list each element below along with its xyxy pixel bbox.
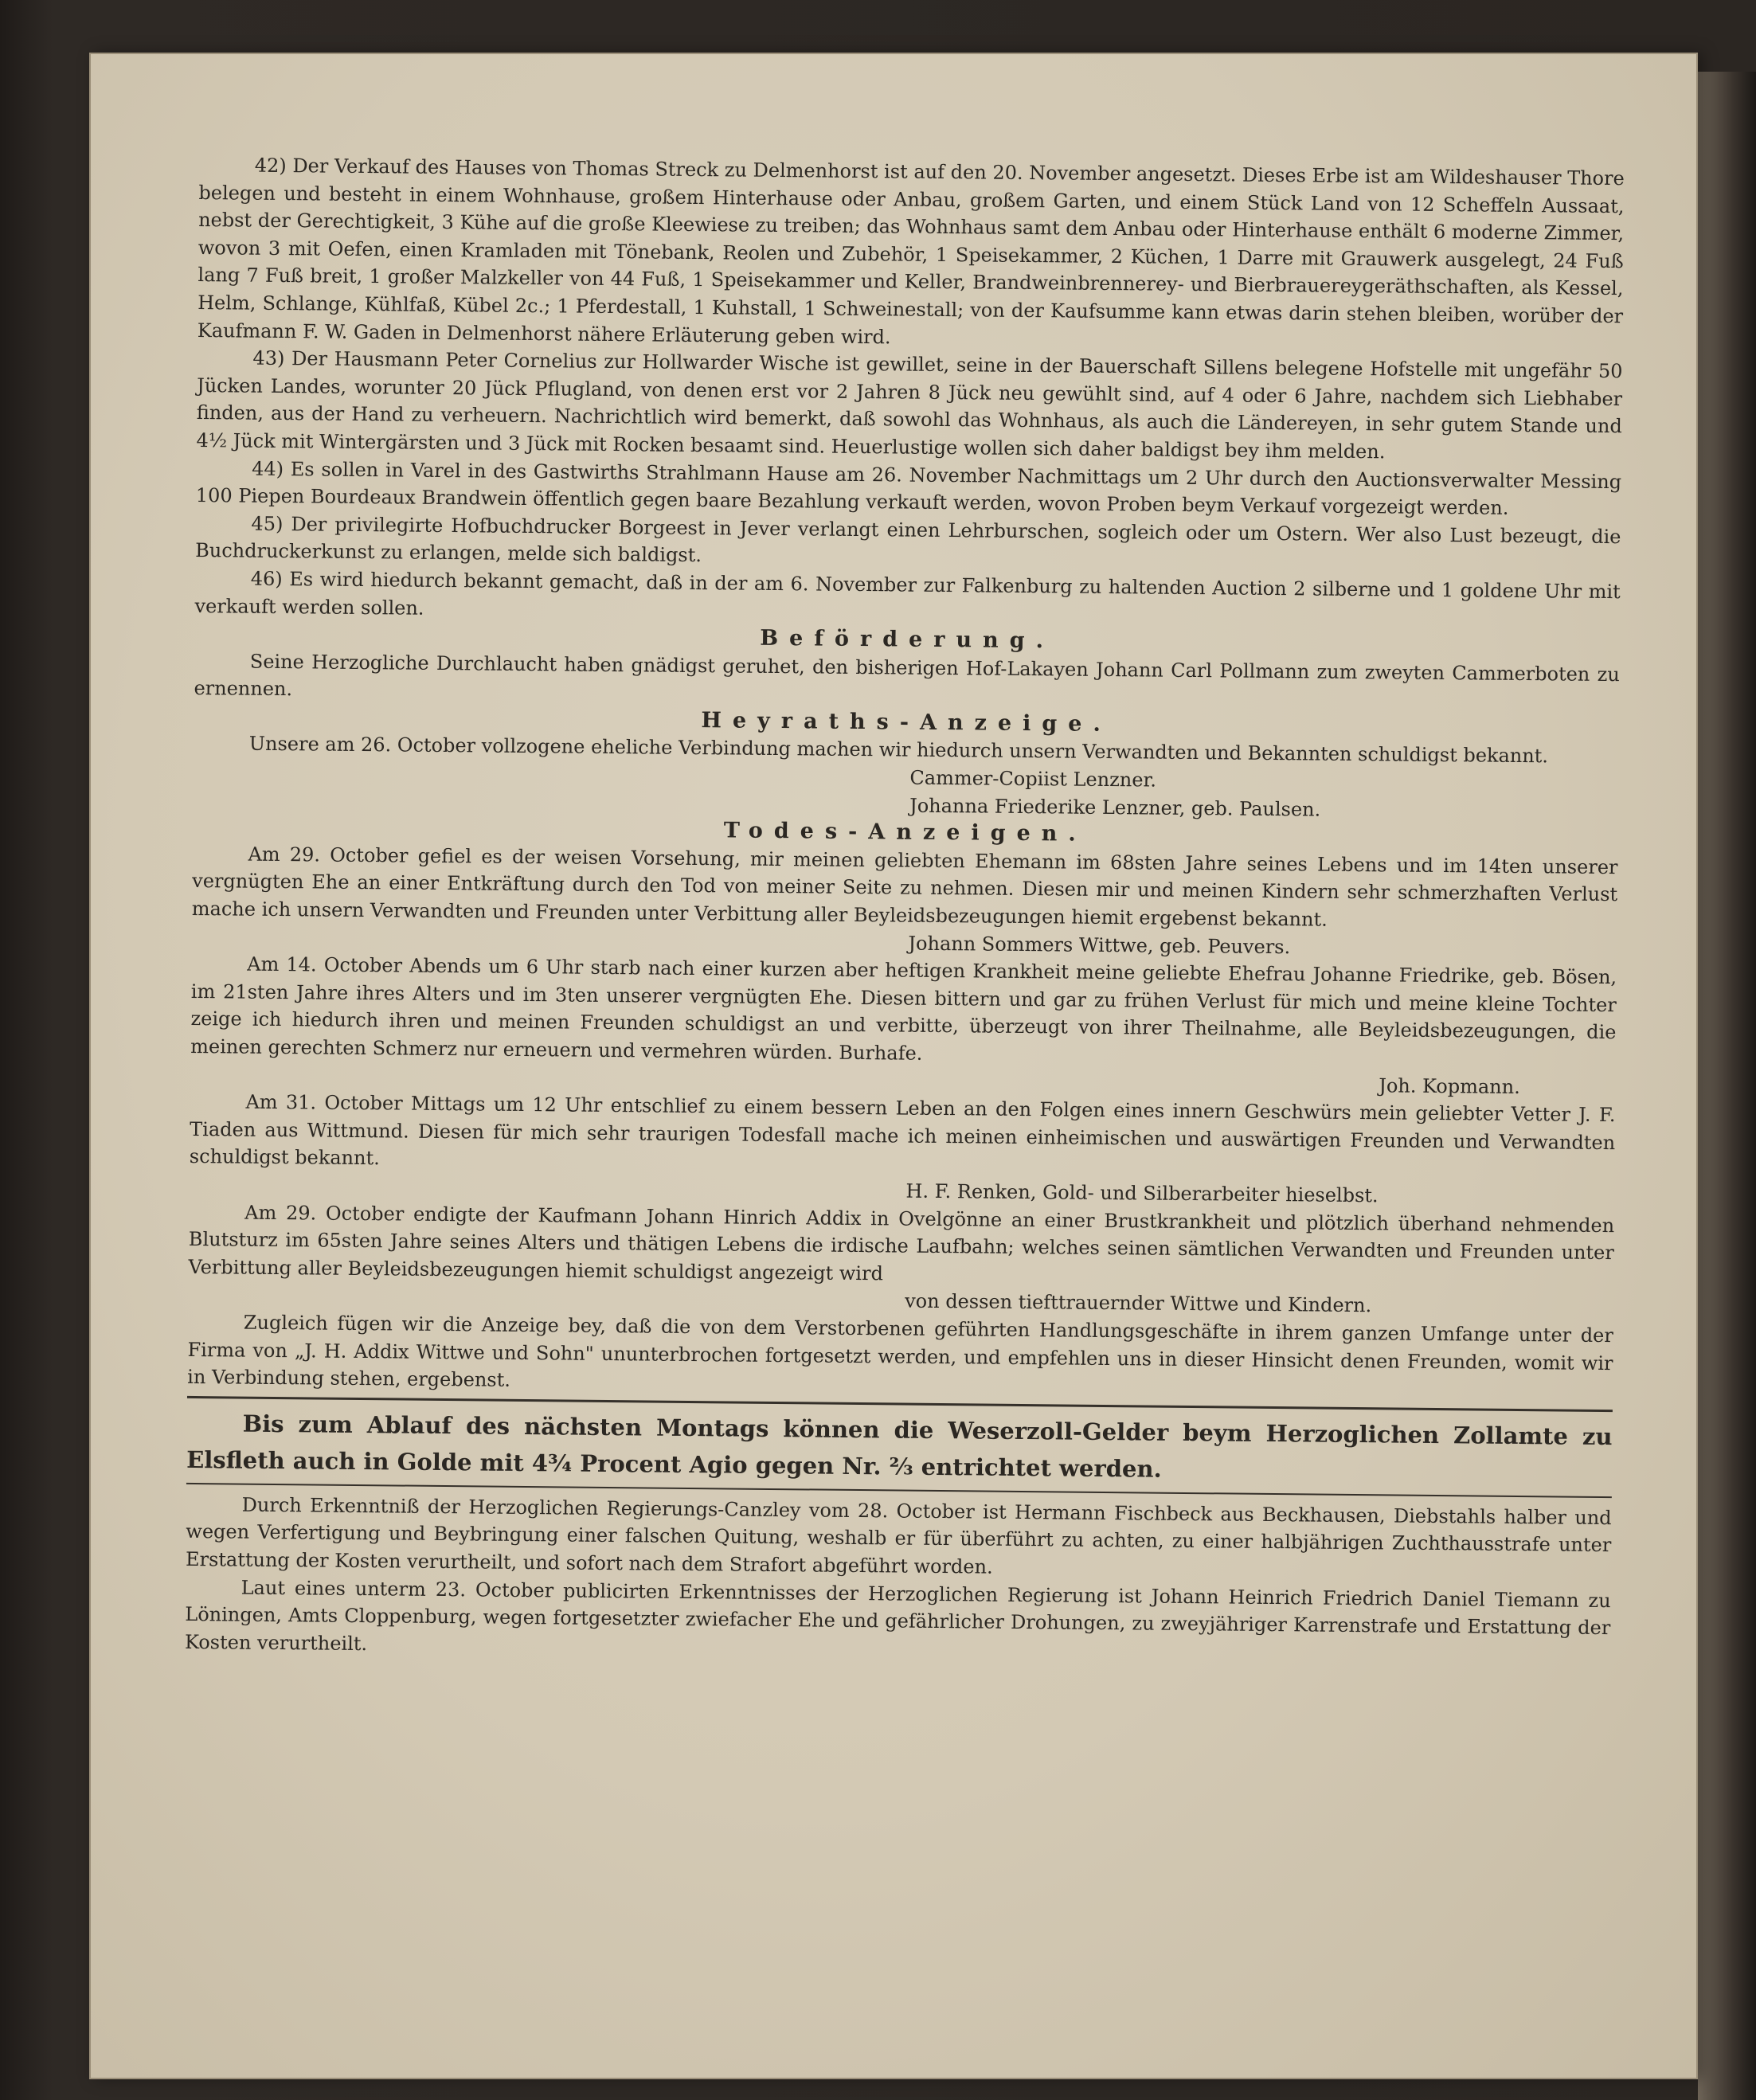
notice-45: 45) Der privilegirte Hofbuchdrucker Borgeest in Jever verlangt einen Lehrburschen, sogleich oder um Ostern. Wer also Lust bezeugt, die Buchdruckerkunst zu erlangen, melde sich baldigst. bbox=[195, 512, 1621, 567]
death-notice-3: Am 31. October Mittags um 12 Uhr entschlief zu einem bessern Leben an den Folgen eines innern Geschwürs mein geliebter Vetter J. F. Tiaden aus Wittmund. Diesen für mich sehr traurigen Todesfall mache ich meinen einheimischen und auswärtigen Freunden und Verwandten schuldigst bekannt. bbox=[189, 1090, 1616, 1170]
notice-43: 43) Der Hausmann Peter Cornelius zur Hollwarder Wische ist gewillet, seine in der Bauerschaft Sillens belegene Hofstelle mit ungefähr 50 Jücken Landes, worunter 20 Jück Pflugland, von denen erst vor 2 Jahren 8 Jück neu gewühlt sind, auf 4 oder 6 Jahre, nachdem sich Liebhaber finden, aus der Hand zu verheuern. Nachrichtlich wird bemerkt, daß sowohl das Wohnhaus, als auch die Ländereyen, in sehr gutem Stande und 4½ Jück mit Wintergärsten und 3 Jück mit Rocken besaamt sind. Heuerlustige wollen sich daher baldigst bey ihm melden. bbox=[196, 346, 1623, 463]
promotion-heading: Beförderung. bbox=[760, 625, 1055, 654]
notice-44: 44) Es sollen in Varel in des Gastwirths Strahlmann Hause am 26. November Nachmittags um 2 Uhr durch den Auctionsverwalter Messing 100 Piepen Bourdeaux Brandwein öffentlich gegen baare Bezahlung verkauft werden, wovon Proben beym Verkauf vorgezeigt werden. bbox=[195, 457, 1622, 519]
promotion-text: Seine Herzogliche Durchlaucht haben gnädigst geruhet, den bisherigen Hof-Lakayen Johann Carl Pollmann zum zweyten Cammerboten zu ernennen. bbox=[194, 650, 1620, 701]
weser-toll-notice: Bis zum Ablauf des nächsten Montags können die Weserzoll-Gelder beym Herzoglichen Zollamte zu Elsfleth auch in Golde mit 4¾ Procent Agio gegen Nr. ⅔ entrichtet werden. bbox=[186, 1410, 1613, 1483]
death-notice-2: Am 14. October Abends um 6 Uhr starb nach einer kurzen aber heftigen Krankheit meine geliebte Ehefrau Johanne Friedrike, geb. Bösen, im 21sten Jahre ihres Alters und im 3ten unserer vergnügten Ehe. Diesen bittern und gar zu frühen Verlust für mich und meine kleine Tochter zeige ich hiedurch ihren und meinen Freunden schuldigst an und verbitte, überzeugt von ihrer Theilnahme, alle Beyleidsbezeugungen, die meinen gerechten Schmerz nur erneuern und vermehren würden. Burhafe. bbox=[190, 952, 1617, 1065]
court-notice-2: Laut eines unterm 23. October publicirten Erkenntnisses der Herzoglichen Regierung ist Johann Heinrich Friedrich Daniel Tiemann zu Löningen, Amts Cloppenburg, wegen fortgesetzter zwiefacher Ehe und gefährlicher Drohungen, zu zweyjähriger Karrenstrafe und Erstattung der Kosten verurtheilt. bbox=[184, 1576, 1611, 1655]
marriage-text: Unsere am 26. October vollzogene eheliche Verbindung machen wir hiedurch unsern Verwandten und Bekannten schuldigst bekannt. bbox=[248, 733, 1549, 768]
marriage-signature-1: Cammer-Copiist Lenzner. bbox=[909, 766, 1157, 792]
notice-42: 42) Der Verkauf des Hauses von Thomas Streck zu Delmenhorst ist auf den 20. November angesetzt. Dieses Erbe ist am Wildeshauser Thore belegen und besteht in einem Wohnhause, großem Hinterhause oder Anbau, großem Garten, und einem Stück Land von 12 Scheffeln Aussaat, nebst der Gerechtigkeit, 3 Kühe auf die große Kleewiese zu treiben; das Wohnhaus samt dem Anbau oder Hinterhause enthält 6 moderne Zimmer, wovon 3 mit Oefen, einen Kramladen mit Tönebank, Reolen und Zubehör, 1 Speisekammer, 2 Küchen, 1 Darre mit Grauwerk ausgelegt, 24 Fuß lang 7 Fuß breit, 1 großer Malzkeller von 44 Fuß, 1 Speisekammer und Keller, Brandweinbrennerey- und Bierbrauereygeräthschaften, als Kessel, Helm, Schlange, Kühlfaß, Kübel 2c.; 1 Pferdestall, 1 Kuhstall, 1 Schweinestall; von der Kaufsumme kann etwas darin stehen bleiben, worüber der Kaufmann F. W. Gaden in Delmenhorst nähere Erläuterung geben wird. bbox=[197, 154, 1625, 348]
death-notice-5: Zugleich fügen wir die Anzeige bey, daß die von dem Verstorbenen geführten Handlungsgeschäfte in ihrem ganzen Umfange unter der Firma von „J. H. Addix Wittwe und Sohn" ununterbrochen fortgesetzt werden, und empfehlen uns in dieser Hinsicht denen Freunden, womit wir in Verbindung stehen, ergebenst. bbox=[187, 1311, 1613, 1391]
death-notice-4-signature: von dessen tiefttrauernder Wittwe und Kindern. bbox=[905, 1289, 1372, 1317]
marriage-heading: Heyraths-Anzeige. bbox=[701, 707, 1112, 737]
death-notice-4: Am 29. October endigte der Kaufmann Johann Hinrich Addix in Ovelgönne an einer Brustkrankheit und plötzlich überhand nehmenden Blutsturz im 65sten Jahre seines Alters und thätigen Lebens die irdische Laufbahn; welches seinen sämtlichen Verwandten und Freunden unter Verbittung aller Beyleidsbezeugungen hiemit schuldigst angezeigt wird bbox=[188, 1201, 1615, 1285]
marriage-signature-2: Johanna Friederike Lenzner, geb. Paulsen. bbox=[909, 794, 1321, 821]
death-notice-1-signature: Johann Sommers Wittwe, geb. Peuvers. bbox=[908, 932, 1291, 958]
notice-46: 46) Es wird hiedurch bekannt gemacht, daß in der am 6. November zur Falkenburg zu haltenden Auction 2 silberne und 1 goldene Uhr mit verkauft werden sollen. bbox=[194, 567, 1621, 620]
deaths-heading: Todes-Anzeigen. bbox=[723, 818, 1087, 847]
book-edge bbox=[1698, 72, 1756, 2100]
death-notice-1: Am 29. October gefiel es der weisen Vorsehung, mir meinen geliebten Ehemann im 68sten Jahre seines Lebens und im 14ten unserer vergnügten Ehe an einer Entkräftung durch den Tod von meiner Seite zu nehmen. Diesen mir und meinen Kindern sehr schmerzhaften Verlust mache ich unsern Verwandten und Freunden unter Verbittung aller Beyleidsbezeugungen hiemit ergebenst bekannt. bbox=[191, 843, 1618, 931]
death-notice-2-signature: Joh. Kopmann. bbox=[1379, 1073, 1520, 1098]
court-notice-1: Durch Erkenntniß der Herzoglichen Regierungs-Canzley vom 28. October ist Hermann Fischbeck aus Beckhausen, Diebstahls halber und wegen Verfertigung und Beybringung einer falschen Quitung, weshalb er für überführt zu achten, zu einer halbjährigen Zuchthausstrafe unter Erstattung der Kosten verurtheilt, und sofort nach dem Strafort abgeführt worden. bbox=[185, 1493, 1612, 1578]
death-notice-3-signature: H. F. Renken, Gold- und Silberarbeiter hieselbst. bbox=[905, 1179, 1379, 1207]
page-text bbox=[185, 151, 1625, 1669]
